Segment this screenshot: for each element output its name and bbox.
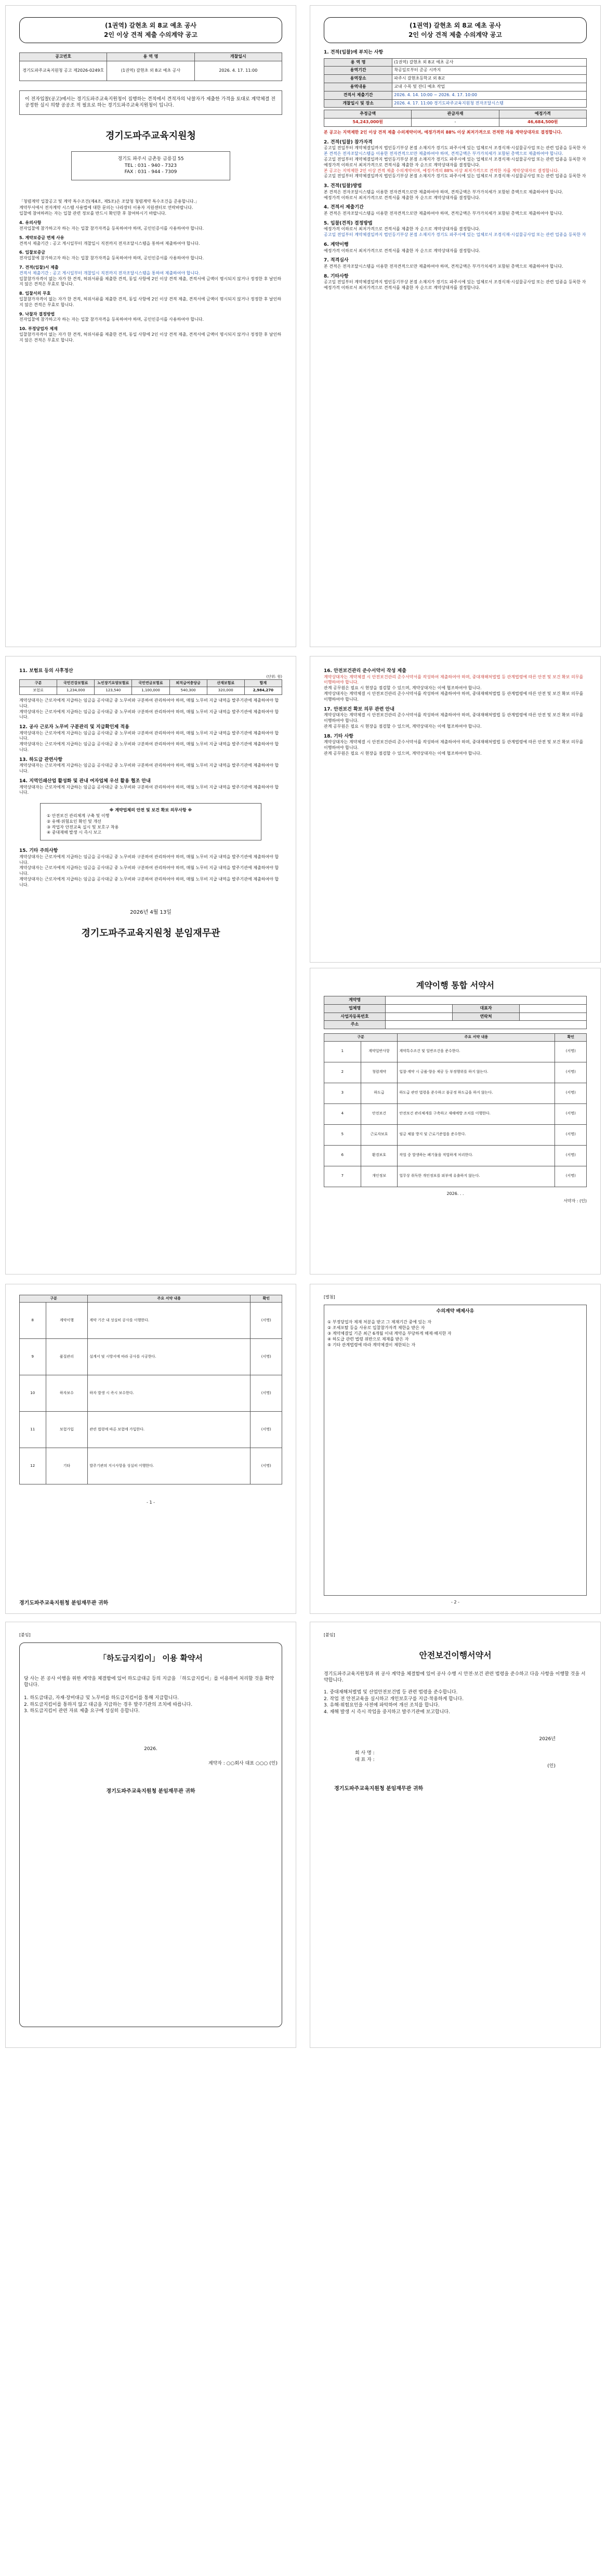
table-cell: 품질관리 (46, 1339, 88, 1375)
row-value (386, 1021, 587, 1029)
table-header: 퇴직급여충당금 (169, 680, 207, 687)
page-number: - 2 - (451, 1599, 459, 1605)
signature-cell[interactable]: (서명) (250, 1448, 282, 1484)
table-header: 산재보험료 (207, 680, 244, 687)
contact-box (71, 151, 230, 180)
table-cell: 10 (20, 1375, 46, 1412)
table-cell: 2026. 4. 17. 11:00 (194, 61, 282, 81)
section-heading: 4. 유의사항 (19, 220, 42, 226)
table-cell: 경기도파주교육지원청 공고 제2026-0249호 (20, 61, 107, 81)
exclusion-item: ② 조세포탈 등을 사유로 입찰참가자격 제한을 받은 자 (327, 1325, 425, 1331)
price-cell: 54,243,000원 (324, 119, 412, 127)
signature-cell[interactable]: (서명) (555, 1166, 587, 1187)
note-item: 입찰에 참여하려는 자는 입찰 관련 정보를 반드시 확인한 후 참여하시기 바랍니다. (19, 211, 166, 216)
notice-title-box (324, 17, 587, 43)
document-page-1 (5, 5, 296, 647)
price-cell: - (412, 119, 499, 127)
table-cell: 123,540 (95, 687, 132, 694)
pledge-body: 경기도파주교육지원청과 위 공사 계약을 체결함에 있어 공사 수행 시 안전·보건 관련 법령을 준수하고 다음 사항을 이행할 것을 서약합니다. (324, 1671, 586, 1684)
row-label: 사업자등록번호 (324, 1013, 386, 1021)
signature-cell[interactable]: (서명) (250, 1303, 282, 1339)
exclusion-title: 수의계약 배제사유 (436, 1308, 474, 1314)
address-line: 경기도 파주시 금촌동 금릉길 55 (117, 156, 184, 162)
phone-line: TEL : 031 - 940 - 7323 (124, 163, 177, 168)
table-header: 구분 (20, 1295, 88, 1303)
insurance-table (19, 679, 282, 695)
table-cell: 계약특수조건 및 일반조건을 준수한다. (398, 1041, 555, 1062)
pledge-item: 2. 하도급지킴이를 통하지 않고 대금을 지급하는 경우 발주기관의 조치에 따릅니다. (24, 1702, 193, 1707)
section-heading: 6. 입찰보증금 (19, 250, 46, 255)
seal-mark: (인) (547, 1764, 556, 1769)
section-body: 전자입찰에 참가하고자 하는 자는 입찰 참가자격을 등록하여야 하며, 공인인증서를 사용하여야 합니다. (19, 317, 204, 322)
pledge-item: 4. 재해 발생 시 즉시 작업을 중지하고 발주기관에 보고합니다. (324, 1709, 450, 1715)
table-cell: 6 (324, 1145, 361, 1166)
section-body: 계약상대자는 근로자에게 지급하는 임금을 공사대금 중 노무비와 구분하여 관리하여야 하며, 매월 노무비 지급 내역을 발주기관에 제출하여야 합니다. (19, 784, 279, 795)
section-body: 관계 공무원은 필요 시 현장을 점검할 수 있으며, 계약상대자는 이에 협조하여야 합니다. (324, 751, 482, 756)
table-cell: 320,000 (207, 687, 244, 694)
table-cell: 4 (324, 1103, 361, 1124)
section-body: 공고일 전일부터 계약체결일까지 법인등기부상 본점 소재지가 경기도 파주시에 있는 업체로서 조경식재·시설물공사업 또는 관련 업종을 등록한 자 (324, 174, 586, 179)
section-body: 본 견적은 전자조달시스템을 이용한 전자견적으로만 제출하여야 하며, 견적금액은 부가가치세가 포함된 총액으로 제출하여야 합니다. (324, 189, 563, 194)
table-cell: 11 (20, 1412, 46, 1448)
table-cell: 안전보건 (361, 1103, 398, 1124)
section-heading: 16. 안전보건관리 준수서약서 작성 제출 (324, 668, 406, 674)
section-heading: 10. 부정당업자 제재 (19, 326, 58, 332)
issuer-signature: 경기도파주교육지원청 분임재무관 (81, 927, 220, 939)
signature-cell[interactable]: (서명) (250, 1375, 282, 1412)
table-header: 예정가격 (499, 110, 586, 119)
row-label: 계약명 (324, 996, 386, 1005)
table-header: 주요 서약 내용 (398, 1034, 555, 1041)
section-body-highlight: 공고일 전일부터 계약체결일까지 법인등기부상 본점 소재지가 경기도 파주시에 있는 업체로서 조경식재·시설물공사업 또는 관련 업종을 등록한 자 (324, 232, 586, 238)
section-body-highlight: 견적서 제출기간 : 공고 게시일부터 개찰일시 직전까지 전자조달시스템을 통하여 제출하여야 합니다. (19, 270, 200, 275)
signature-cell[interactable]: (서명) (250, 1412, 282, 1448)
section-body: 계약상대자는 근로자에게 지급하는 임금을 공사대금 중 노무비와 구분하여 관리하여야 하며, 매월 노무비 지급 내역을 발주기관에 제출하여야 합니다. (19, 865, 279, 876)
notice-title-line2: 2인 이상 견적 제출 수의계약 공고 (104, 31, 197, 38)
row-label: 용역내용 (324, 83, 392, 91)
table-header: 구분 (20, 680, 57, 687)
price-cell: 46,684,500원 (499, 119, 586, 127)
signature-cell[interactable]: (서명) (555, 1062, 587, 1083)
row-label: 개찰일시 및 장소 (324, 99, 392, 108)
attachment-label: [별첨] (324, 1295, 335, 1299)
safety-item: ③ 작업자 안전교육 실시 및 보호구 착용 (47, 824, 119, 830)
section-body: 계약상대자는 계약체결 시 안전보건관리 준수서약서를 작성하여 제출하여야 하며, 중대재해처벌법 등 관계법령에 따른 안전 및 보건 확보 의무를 이행하여야 합니다. (324, 691, 584, 702)
addressee: 경기도파주교육지원청 분임재무관 귀하 (334, 1785, 424, 1792)
table-cell: 1,100,000 (132, 687, 169, 694)
notice-title-line1: (1권역) 갈현초 외 8교 예초 공사 (409, 22, 502, 29)
section-heading: 3. 견적(입찰)방법 (324, 183, 362, 189)
section-body-highlight: 본 견적은 전자조달시스템을 이용한 전자견적으로만 제출하여야 하며, 견적금액은 부가가치세가 포함된 총액으로 제출하여야 합니다. (324, 151, 563, 156)
pledge-info-table (324, 996, 587, 1029)
section-body: 예정가격 이하로서 최저가격으로 견적서를 제출한 자 순으로 계약상대자를 결정합니다. (324, 195, 481, 200)
signer-company[interactable]: 회 사 명 : (355, 1750, 375, 1756)
section-heading: 8. 입찰서의 무효 (19, 291, 51, 296)
table-cell: 발주기관의 지시사항을 성실히 이행한다. (88, 1448, 250, 1484)
section-heading: 18. 기타 사항 (324, 733, 353, 739)
section-body: 입찰참가자격이 없는 자가 한 견적, 허위서류를 제출한 견적, 동일 사항에 2인 이상 견적 제출, 견적서에 금액이 명시되지 않거나 정정한 후 날인하지 않은 견적은 무효로 합니다. (19, 296, 282, 307)
notice-title-box (19, 17, 282, 43)
pledge-items-table-cont (19, 1295, 282, 1484)
section-body: 예정가격 이하로서 최저가격으로 견적서를 제출한 자 순으로 계약상대자를 결정합니다. (324, 162, 481, 167)
table-header: 주요 서약 내용 (88, 1295, 250, 1303)
notes-list (19, 199, 282, 217)
table-cell: 7 (324, 1166, 361, 1187)
document-page-6 (5, 1284, 296, 1614)
unit-label: (단위: 원) (266, 674, 282, 679)
table-header: 확인 (555, 1034, 587, 1041)
table-cell: 안전보건 관리체계를 구축하고 재해예방 조치를 이행한다. (398, 1103, 555, 1124)
section-heading: 5. 계약보증금 면제 사유 (19, 235, 64, 240)
exclusion-item: ③ 계약체결일 기준 최근 6개월 이내 계약을 부당하게 해제·해지한 자 (327, 1331, 452, 1336)
document-page-3 (5, 656, 296, 1274)
attachment-label: [붙임] (324, 1633, 335, 1637)
note-item: 계약부서에서 전자계약 시스템 사용법에 대한 문의는 나라장터 이용자 지원센터로 연락바랍니다. (19, 205, 193, 210)
pledge-body: 당 사는 본 공사 이행을 위한 계약을 체결함에 있어 하도급대금 등의 지급을 「하도급지킴이」를 이용하여 처리할 것을 확약합니다. (24, 1676, 274, 1688)
table-header: 개찰일시 (194, 53, 282, 61)
section-body: 계약상대자는 근로자에게 지급하는 임금을 공사대금 중 노무비와 구분하여 관리하여야 하며, 매월 노무비 지급 내역을 발주기관에 제출하여야 합니다. (19, 877, 279, 887)
table-header: 확인 (250, 1295, 282, 1303)
table-header: 노인장기요양보험료 (95, 680, 132, 687)
row-label: 견적서 제출기간 (324, 91, 392, 99)
pledge-date: 2026. (144, 1746, 157, 1752)
notice-date: 2026년 4월 13일 (130, 909, 171, 915)
exclusion-item: ④ 하도급 관련 법령 위반으로 제재를 받은 자 (327, 1336, 409, 1342)
section-body: 계약상대자는 근로자에게 지급하는 임금을 공사대금 중 노무비와 구분하여 관리하여야 하며, 매월 노무비 지급 내역을 발주기관에 제출하여야 합니다. (19, 730, 279, 741)
section-heading: 2. 견적(입찰) 참가자격 (324, 139, 373, 145)
table-cell: 하도급 (361, 1083, 398, 1103)
section-heading: 14. 지역인쇄산업 활성화 및 관내 여자업체 우선 활용 협조 안내 (19, 779, 151, 784)
pledge-item: 2. 작업 전 안전교육을 실시하고 개인보호구를 지급·착용하게 합니다. (324, 1696, 464, 1702)
table-cell: 하도급 관련 법령을 준수하고 불공정 하도급을 하지 않는다. (398, 1083, 555, 1103)
table-cell: 관련 법령에 따른 보험에 가입한다. (88, 1412, 250, 1448)
table-header: 공고번호 (20, 53, 107, 61)
project-info-table (324, 58, 587, 108)
signature-cell[interactable]: (서명) (555, 1041, 587, 1062)
row-label: 용역기간 (324, 67, 392, 75)
section-body: 예정가격 이하로서 최저가격으로 견적서를 제출한 자 순으로 계약상대자를 결정합니다. (324, 285, 481, 291)
section-body: 견적서 제출기간 : 공고 게시일부터 개찰일시 직전까지 전자조달시스템을 통하여 제출하여야 합니다. (19, 241, 200, 246)
document-page-2 (310, 5, 601, 647)
table-cell: 2 (324, 1062, 361, 1083)
document-page-4 (310, 656, 601, 963)
section-heading: 7. 적격심사 (324, 258, 349, 264)
table-header: 용 역 명 (107, 53, 194, 61)
table-cell: 업무상 취득한 개인정보를 외부에 유출하지 않는다. (398, 1166, 555, 1187)
row-value (386, 996, 587, 1005)
table-cell: 청렴계약 (361, 1062, 398, 1083)
section-body: 계약상대자는 계약체결 시 안전보건관리 준수서약서를 작성하여 제출하여야 하며, 중대재해처벌법 등 관계법령에 따른 안전 및 보건 확보 의무를 이행하여야 합니다. (324, 740, 584, 750)
price-table (324, 110, 587, 127)
section-body: 계약상대자는 계약체결 시 안전보건관리 준수서약서를 작성하여 제출하여야 하며, 중대재해처벌법 등 관계법령에 따른 안전 및 보건 확보 의무를 이행하여야 합니다. (324, 713, 584, 723)
pledge-item: 1. 하도급대금, 자재·장비대금 및 노무비를 하도급지킴이를 통해 지급합니다. (24, 1695, 179, 1701)
table-header: 추정금액 (324, 110, 412, 119)
section-heading: 6. 계약이행 (324, 242, 349, 247)
issuer-name: 경기도파주교육지원청 (105, 130, 196, 141)
section-heading: 7. 견적(입찰)서 제출 (19, 265, 59, 270)
table-cell: 3 (324, 1083, 361, 1103)
safety-box-title: ※ 계약업체의 안전 및 보건 확보 의무사항 ※ (109, 808, 192, 813)
signature-cell[interactable]: (서명) (555, 1083, 587, 1103)
pledge-title: 계약이행 통합 서약서 (416, 980, 495, 990)
safety-notice-box (40, 803, 261, 840)
signature-cell[interactable]: (서명) (250, 1339, 282, 1375)
table-cell: 환경보호 (361, 1145, 398, 1166)
safety-pledge-title: 안전보건이행서약서 (419, 1650, 492, 1660)
table-cell: 하자 발생 시 즉시 보수한다. (88, 1375, 250, 1412)
section-body: 계약상대자는 근로자에게 지급하는 임금을 공사대금 중 노무비와 구분하여 관리하여야 하며, 매월 노무비 지급 내역을 발주기관에 제출하여야 합니다. (19, 698, 279, 708)
table-header: 합계 (244, 680, 282, 687)
attachment-label: [붙임] (19, 1633, 31, 1637)
section-heading: 1. 견적(입찰)에 부치는 사항 (324, 50, 384, 55)
table-cell: 1,234,000 (57, 687, 95, 694)
table-cell: 1 (324, 1041, 361, 1062)
table-cell: 2,984,270 (244, 687, 282, 694)
section-body: 관계 공무원은 필요 시 현장을 점검할 수 있으며, 계약상대자는 이에 협조하여야 합니다. (324, 686, 482, 691)
safety-item: ① 안전보건 관리체계 구축 및 이행 (47, 813, 110, 819)
section-body: 공고일 전일부터 계약체결일까지 법인등기부상 본점 소재지가 경기도 파주시에 있는 업체로서 조경식재·시설물공사업 또는 관련 업종을 등록한 자 (324, 146, 586, 151)
section-body: 공고일 전일부터 계약체결일까지 법인등기부상 본점 소재지가 경기도 파주시에 있는 업체로서 조경식재·시설물공사업 또는 관련 업종을 등록한 자 (324, 156, 586, 162)
section-body: 계약상대자는 근로자에게 지급하는 임금을 공사대금 중 노무비와 구분하여 관리하여야 하며, 매월 노무비 지급 내역을 발주기관에 제출하여야 합니다. (19, 742, 279, 753)
table-cell: 보험가입 (46, 1412, 88, 1448)
section-heading: 13. 하도급 관련사항 (19, 757, 63, 763)
row-value: 2026. 4. 14. 10:00 ~ 2026. 4. 17. 10:00 (392, 91, 587, 99)
row-label: 용역장소 (324, 75, 392, 83)
page-number: - 1 - (147, 1500, 155, 1505)
table-cell: (1권역) 갈현초 외 8교 예초 공사 (107, 61, 194, 81)
table-cell: 기타 (46, 1448, 88, 1484)
table-header: 국민연금보험료 (132, 680, 169, 687)
exclusion-item: ① 부정당업자 제재 처분을 받고 그 제재기간 중에 있는 자 (327, 1320, 432, 1325)
pledge-item: 3. 하도급지킴이 관련 자료 제출 요구에 성실히 응합니다. (24, 1708, 140, 1714)
section-heading: 5. 입찰(견적) 결정방법 (324, 220, 373, 226)
signature-cell[interactable]: (서명) (555, 1145, 587, 1166)
pledge-item: 3. 유해·위험요인을 사전에 파악하여 개선 조치를 합니다. (324, 1703, 440, 1708)
row-value: 교내 수목 및 잔디 예초 작업 (392, 83, 587, 91)
table-cell: 12 (20, 1448, 46, 1484)
section-heading: 4. 견적서 제출기간 (324, 205, 364, 211)
table-cell: 9 (20, 1339, 46, 1375)
row-label: 업체명 (324, 1004, 386, 1013)
table-cell: 계약이행 (46, 1303, 88, 1339)
safety-item: ④ 중대재해 발생 시 즉시 보고 (47, 830, 101, 835)
table-cell: 계약일반사항 (361, 1041, 398, 1062)
pledge-items-table (324, 1033, 587, 1187)
section-body: 계약상대자는 근로자에게 지급하는 임금을 공사대금 중 노무비와 구분하여 관리하여야 하며, 매월 노무비 지급 내역을 발주기관에 제출하여야 합니다. (19, 709, 279, 720)
addressee: 경기도파주교육지원청 분임재무관 귀하 (19, 1600, 109, 1606)
table-cell: 하자보수 (46, 1375, 88, 1412)
table-cell: 개인정보 (361, 1166, 398, 1187)
intro-box (19, 90, 282, 115)
section-heading: 12. 공사 근로자 노무비 구분관리 및 지급확인제 적용 (19, 725, 129, 730)
row-value: (1권역) 갈현초 외 8교 예초 공사 (392, 58, 587, 67)
signature-cell[interactable]: (서명) (555, 1124, 587, 1145)
section-body: 본 견적은 전자조달시스템을 이용한 전자견적으로만 제출하여야 하며, 견적금액은 부가가치세가 포함된 총액으로 제출하여야 합니다. (324, 264, 563, 269)
table-header: 관급자재 (412, 110, 499, 119)
subcontract-pledge-box (19, 1642, 282, 2027)
notice-info-table (19, 52, 282, 81)
pledge-date: 2026. . . (446, 1191, 464, 1196)
section-heading: 15. 기타 주의사항 (19, 848, 58, 854)
intro-text: 이 전자입찰(공고)에서는 경기도파주교육지원청이 집행하는 견적에서 견적자의 낙찰자가 제출한 가격을 토대로 계약체결 전 공정한 실시 의향 공공조 적 필요로 하는 경기도파주교육지원청이 입니다. (25, 96, 275, 109)
subcontract-pledge-title: 「하도급지킴이」 이용 확약서 (99, 1653, 203, 1663)
table-cell: 임금 체불 방지 및 근로기준법을 준수한다. (398, 1124, 555, 1145)
section-body: 전자입찰에 참가하고자 하는 자는 입찰 참가자격을 등록하여야 하며, 공인인증서를 사용하여야 합니다. (19, 256, 204, 261)
signature-cell[interactable]: (서명) (555, 1103, 587, 1124)
row-value: 2026. 4. 17. 11:00 경기도파주교육지원청 전자조달시스템 (392, 99, 587, 108)
section-heading: 9. 낙찰자 결정방법 (19, 311, 55, 317)
section-body: 계약상대자는 근로자에게 지급하는 임금을 공사대금 중 노무비와 구분하여 관리하여야 하며, 매월 노무비 지급 내역을 발주기관에 제출하여야 합니다. (19, 854, 279, 865)
table-cell: 설계서 및 시방서에 따라 공사를 시공한다. (88, 1339, 250, 1375)
important-note: 본 공고는 지역제한 2인 이상 견적 제출 수의계약이며, 예정가격의 88% 이상 최저가격으로 견적한 자를 계약상대자로 결정합니다. (324, 129, 562, 135)
row-label: 대표자 (453, 1004, 520, 1013)
section-heading: 11. 보험료 등의 사후정산 (19, 668, 73, 674)
document-page-7 (310, 1284, 601, 1614)
document-page-9 (310, 1622, 601, 2048)
section-body: 공고일 전일부터 계약체결일까지 법인등기부상 본점 소재지가 경기도 파주시에 있는 업체로서 조경식재·시설물공사업 또는 관련 업종을 등록한 자 (324, 280, 586, 285)
table-header: 구분 (324, 1034, 398, 1041)
pledge-signer[interactable]: 계약자 : ○○회사 대표 ○○○ (인) (208, 1761, 278, 1767)
table-cell: 8 (20, 1303, 46, 1339)
safety-item: ② 유해·위험요인 확인 및 개선 (47, 819, 101, 824)
notice-title-line1: (1권역) 갈현초 외 8교 예초 공사 (104, 22, 197, 29)
exclusion-item: ⑤ 기타 관계법령에 따라 계약체결이 제한되는 자 (327, 1342, 416, 1347)
pledge-date: 2026년 (539, 1737, 556, 1742)
pledge-item: 1. 중대재해처벌법 및 산업안전보건법 등 관련 법령을 준수합니다. (324, 1689, 458, 1695)
row-label: 연락처 (453, 1013, 520, 1021)
row-value: 파주시 갈현초등학교 외 8교 (392, 75, 587, 83)
table-cell: 계약 기간 내 성실히 공사를 이행한다. (88, 1303, 250, 1339)
table-cell: 보험료 (20, 687, 57, 694)
row-value: 착공일로부터 준공 시까지 (392, 67, 587, 75)
table-cell: 입찰·계약 시 금품·향응 제공 등 부정행위를 하지 않는다. (398, 1062, 555, 1083)
section-heading: 17. 안전보건 확보 의무 관련 안내 (324, 706, 394, 712)
section-body: 관계 공무원은 필요 시 현장을 점검할 수 있으며, 계약상대자는 이에 협조하여야 합니다. (324, 724, 482, 729)
document-page-8 (5, 1622, 296, 2048)
row-label: 주소 (324, 1021, 386, 1029)
section-body: 예정가격 이하로서 최저가격으로 견적서를 제출한 자 순으로 계약상대자를 결정합니다. (324, 227, 481, 232)
section-body: 입찰참가자격이 없는 자가 한 견적, 허위서류를 제출한 견적, 동일 사항에 2인 이상 견적 제출, 견적서에 금액이 명시되지 않거나 정정한 후 날인하지 않은 견적은 무효로 합니다. (19, 276, 282, 287)
section-body: 예정가격 이하로서 최저가격으로 견적서를 제출한 자 순으로 계약상대자를 결정합니다. (324, 248, 481, 253)
document-page-5 (310, 968, 601, 1274)
section-body: 본 견적은 전자조달시스템을 이용한 전자견적으로만 제출하여야 하며, 견적금액은 부가가치세가 포함된 총액으로 제출하여야 합니다. (324, 211, 563, 216)
section-body: 계약상대자는 근로자에게 지급하는 임금을 공사대금 중 노무비와 구분하여 관리하여야 하며, 매월 노무비 지급 내역을 발주기관에 제출하여야 합니다. (19, 763, 279, 774)
addressee: 경기도파주교육지원청 분임재무관 귀하 (106, 1788, 195, 1794)
exclusion-box (324, 1305, 587, 1596)
table-cell: 5 (324, 1124, 361, 1145)
fax-line: FAX : 031 - 944 - 7309 (124, 169, 177, 175)
note-item: 「청렴계약 입찰공고 및 계약 특수조건(제4조, 제5조)은 조달청 청렴계약 특수조건을 준용합니다.」 (19, 199, 200, 204)
section-body-warning: 본 공고는 지역제한 2인 이상 견적 제출 수의계약이며, 예정가격의 88% 이상 최저가격으로 견적한 자를 계약상대자로 결정합니다. (324, 168, 559, 173)
row-label: 용 역 명 (324, 58, 392, 67)
signer-ceo[interactable]: 대 표 자 : (355, 1757, 375, 1763)
section-heading: 8. 기타사항 (324, 273, 349, 279)
table-header: 국민건강보험료 (57, 680, 95, 687)
table-cell: 540,300 (169, 687, 207, 694)
pledge-signer[interactable]: 서약자 : (인) (563, 1199, 587, 1204)
table-cell: 근로자보호 (361, 1124, 398, 1145)
section-body-warning: 계약상대자는 계약체결 시 안전보건관리 준수서약서를 작성하여 제출하여야 하며, 중대재해처벌법 등 관계법령에 따른 안전 및 보건 확보 의무를 이행하여야 합니다. (324, 674, 584, 685)
table-cell: 작업 중 발생하는 폐기물을 적법하게 처리한다. (398, 1145, 555, 1166)
section-body: 입찰참가자격이 없는 자가 한 견적, 허위서류를 제출한 견적, 동일 사항에 2인 이상 견적 제출, 견적서에 금액이 명시되지 않거나 정정한 후 날인하지 않은 견적은 무효로 합니다. (19, 332, 282, 343)
notice-title-line2: 2인 이상 견적 제출 수의계약 공고 (408, 31, 502, 38)
section-body: 전자입찰에 참가하고자 하는 자는 입찰 참가자격을 등록하여야 하며, 공인인증서를 사용하여야 합니다. (19, 226, 204, 231)
